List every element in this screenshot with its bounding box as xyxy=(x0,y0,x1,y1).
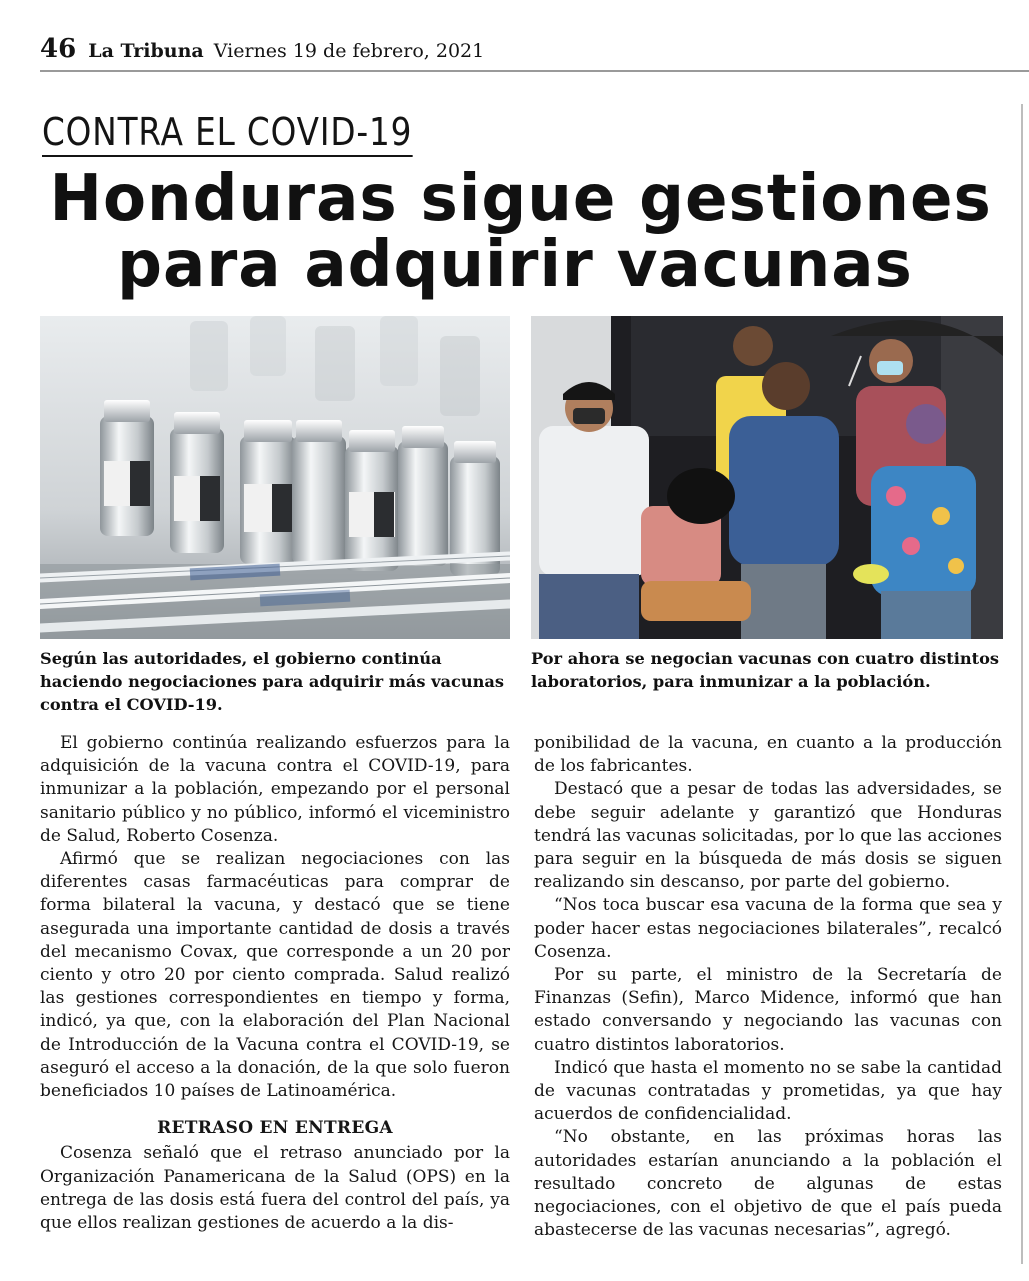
body-paragraph: Por su parte, el ministro de la Secretaría de Finanzas (Sefin), Marco Midence, informó que han estado conversando y negociando las vacunas con cuatro distintos laboratorios. xyxy=(534,965,1002,1055)
section-subhead: RETRASO EN ENTREGA xyxy=(157,1118,393,1139)
body-column-left xyxy=(40,732,510,1235)
body-paragraph: “No obstante, en las próximas horas las autoridades estarían anunciando a la población el resultado concreto de algunas de estas negociaciones, con el objetivo de que el país pueda abastecerse de las vacunas necesarias”, agregó. xyxy=(534,1127,1002,1241)
article-headline xyxy=(40,162,992,302)
body-paragraph: Cosenza señaló que el retraso anunciado por la Organización Panamericana de la Salud (OPS) en la entrega de las dosis está fuera del control del país, ya que ellos realizan gestiones de acuerdo a la dis- xyxy=(40,1143,510,1234)
photo-caption-left: Según las autoridades, el gobierno continúa haciendo negociaciones para adquirir más vacunas contra el COVID-19. xyxy=(40,649,504,714)
vaccine-vials-photo xyxy=(40,316,510,639)
column-edge-rule xyxy=(1021,104,1023,1264)
body-paragraph: Afirmó que se realizan negociaciones con las diferentes casas farmacéuticas para comprar de forma bilateral la vacuna, y destacó que se tiene asegurada una importante cantidad de dosis a través del mecanismo Covax, que corresponde a un 20 por ciento y otro 20 por ciento comprada. Salud realizó las gestiones correspondientes en tiempo y forma, indicó, ya que, con la elaboración del Plan Nacional de Introducción de la Vacuna contra el COVID-19, se aseguró el acceso a la donación, de la que solo fueron beneficiados 10 países de Latinoamérica. xyxy=(40,849,510,1102)
issue-date: Viernes 19 de febrero, 2021 xyxy=(213,40,485,62)
headline-line-2: para adquirir vacunas xyxy=(117,228,913,302)
article-kicker: CONTRA EL COVID-19 xyxy=(42,110,412,157)
page-number: 46 xyxy=(40,34,77,64)
body-column-right xyxy=(534,732,1002,1242)
body-paragraph: “Nos toca buscar esa vacuna de la forma que sea y poder hacer estas negociaciones bilaterales”, recalcó Cosenza. xyxy=(534,895,1002,962)
newspaper-name: La Tribuna xyxy=(88,40,204,62)
body-paragraph: Destacó que a pesar de todas las adversidades, se debe seguir adelante y garantizó que Honduras tendrá las vacunas solicitadas, por lo que las acciones para seguir en la búsqueda de más dosis se siguen realizando sin descanso, por parte del gobierno. xyxy=(534,779,1002,893)
body-paragraph: Indicó que hasta el momento no se sabe la cantidad de vacunas contratadas y prometidas, ya que hay acuerdos de confidencialidad. xyxy=(534,1057,1002,1125)
page-folio xyxy=(40,34,484,64)
people-queue-photo xyxy=(531,316,1003,639)
header-rule xyxy=(40,70,1029,72)
body-paragraph: El gobierno continúa realizando esfuerzos para la adquisición de la vacuna contra el COVID-19, para inmunizar a la población, empezando por el personal sanitario público y no público, informó el viceministro de Salud, Roberto Cosenza. xyxy=(40,733,510,846)
body-paragraph-continued: ponibilidad de la vacuna, en cuanto a la producción de los fabricantes. xyxy=(534,733,1002,777)
headline-line-1: Honduras sigue gestiones xyxy=(49,162,992,236)
photo-caption-right: Por ahora se negocian vacunas con cuatro distintos laboratorios, para inmunizar a la población. xyxy=(531,649,1000,691)
